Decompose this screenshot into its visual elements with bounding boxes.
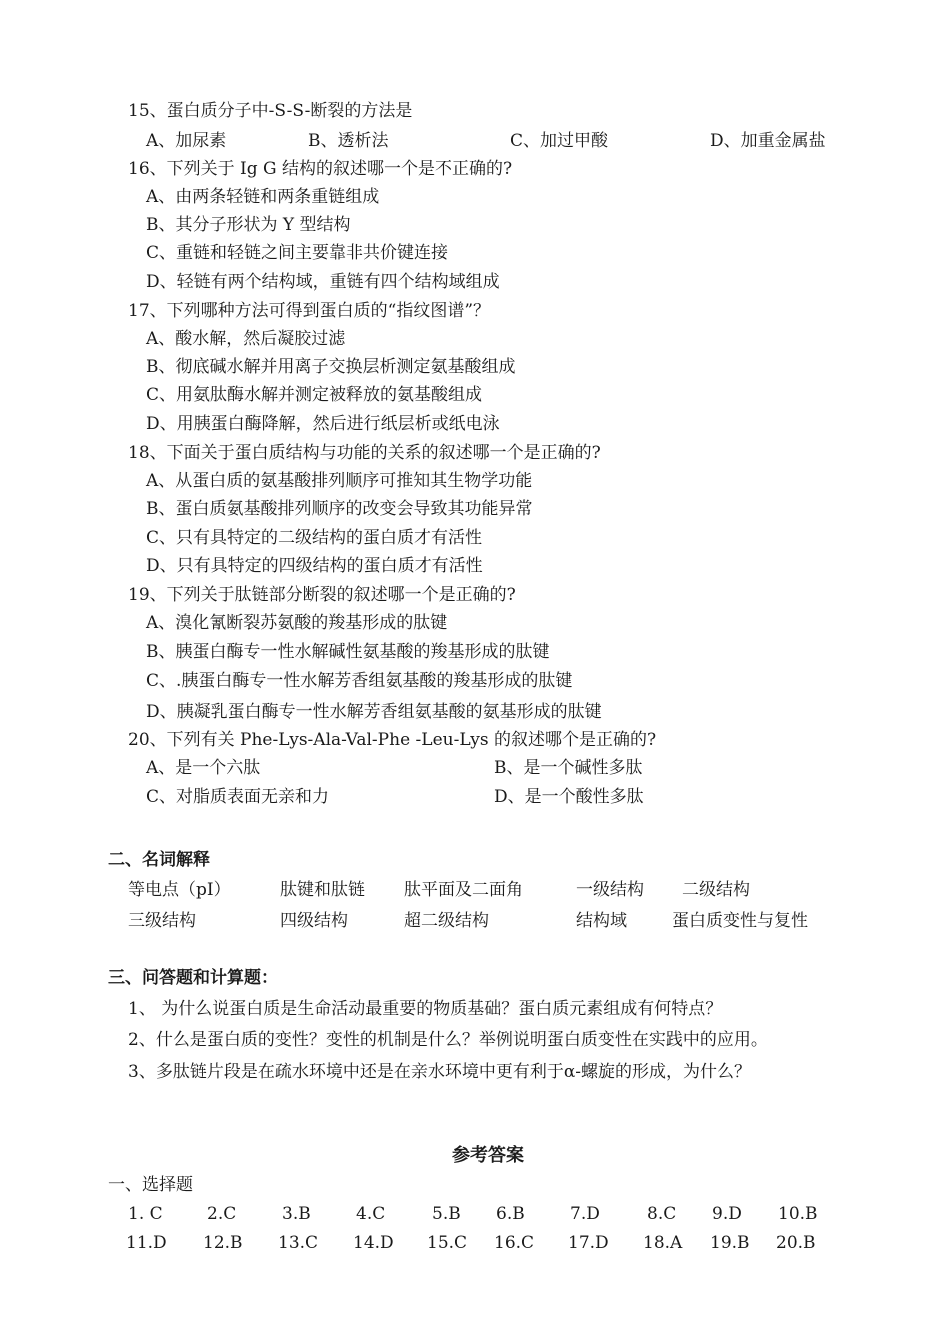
answer-item: 1. C	[128, 1204, 163, 1224]
answer-item: 4.C	[356, 1204, 386, 1224]
answers-section: 一、选择题	[108, 1175, 193, 1195]
q20-option-c: C、对脂质表面无亲和力	[146, 787, 330, 807]
q17-option-a: A、酸水解，然后凝胶过滤	[146, 329, 346, 349]
q15-option-a: A、加尿素	[146, 131, 227, 151]
q17-option-d: D、用胰蛋白酶降解，然后进行纸层析或纸电泳	[146, 414, 500, 434]
answer-item: 13.C	[278, 1233, 319, 1253]
term-item: 肽平面及二面角	[404, 880, 523, 900]
answer-item: 5.B	[432, 1204, 461, 1224]
term-item: 三级结构	[128, 911, 196, 931]
answer-item: 14.D	[353, 1233, 394, 1253]
answer-item: 2.C	[207, 1204, 237, 1224]
q20-option-d: D、是一个酸性多肽	[494, 787, 644, 807]
q15-option-c: C、加过甲酸	[510, 131, 609, 151]
term-item: 肽键和肽链	[280, 880, 365, 900]
answer-item: 8.C	[647, 1204, 677, 1224]
q16-option-c: C、重链和轻链之间主要靠非共价键连接	[146, 243, 449, 263]
answer-item: 15.C	[427, 1233, 468, 1253]
q15-option-b: B、透析法	[308, 131, 389, 151]
term-item: 一级结构	[576, 880, 644, 900]
answer-item: 12.B	[203, 1233, 243, 1253]
qa-heading: 三、问答题和计算题：	[108, 968, 278, 988]
answer-item: 17.D	[568, 1233, 609, 1253]
q16-option-d: D、轻链有两个结构域，重链有四个结构域组成	[146, 272, 500, 292]
qa-item-1: 1、 为什么说蛋白质是生命活动最重要的物质基础？蛋白质元素组成有何特点？	[128, 999, 723, 1019]
q16-option-b: B、其分子形状为 Y 型结构	[146, 215, 351, 235]
term-item: 四级结构	[280, 911, 348, 931]
question-18-stem: 18、下面关于蛋白质结构与功能的关系的叙述哪一个是正确的?	[128, 443, 601, 463]
term-item: 结构域	[576, 911, 627, 931]
answer-item: 11.D	[126, 1233, 167, 1253]
q18-option-d: D、只有具特定的四级结构的蛋白质才有活性	[146, 556, 483, 576]
answer-item: 16.C	[494, 1233, 535, 1253]
answer-item: 10.B	[778, 1204, 818, 1224]
q20-option-a: A、是一个六肽	[146, 758, 261, 778]
answer-item: 20.B	[776, 1233, 816, 1253]
answer-item: 18.A	[643, 1233, 683, 1253]
question-15-stem: 15、蛋白质分子中-S-S-断裂的方法是	[128, 101, 413, 121]
term-item: 等电点（pI）	[128, 880, 231, 900]
term-item: 二级结构	[682, 880, 750, 900]
question-20-stem: 20、下列有关 Phe-Lys-Ala-Val-Phe -Leu-Lys 的叙述哪个是正确的?	[128, 730, 657, 750]
answer-item: 6.B	[496, 1204, 525, 1224]
q19-option-d: D、胰凝乳蛋白酶专一性水解芳香组氨基酸的氨基形成的肽键	[146, 702, 602, 722]
qa-item-3: 3、多肽链片段是在疏水环境中还是在亲水环境中更有利于α-螺旋的形成，为什么？	[128, 1062, 752, 1082]
answer-item: 9.D	[712, 1204, 742, 1224]
q19-option-a: A、溴化氰断裂苏氨酸的羧基形成的肽键	[146, 613, 448, 633]
answers-title: 参考答案	[452, 1145, 524, 1166]
question-19-stem: 19、下列关于肽链部分断裂的叙述哪一个是正确的?	[128, 585, 516, 605]
q15-option-d: D、加重金属盐	[710, 131, 826, 151]
terms-heading: 二、名词解释	[108, 850, 210, 870]
q19-option-c: C、.胰蛋白酶专一性水解芳香组氨基酸的羧基形成的肽键	[146, 671, 573, 691]
q17-option-c: C、用氨肽酶水解并测定被释放的氨基酸组成	[146, 385, 483, 405]
qa-item-2: 2、什么是蛋白质的变性？变性的机制是什么？举例说明蛋白质变性在实践中的应用。	[128, 1030, 768, 1050]
term-item: 超二级结构	[404, 911, 489, 931]
answer-item: 7.D	[570, 1204, 600, 1224]
q17-option-b: B、彻底碱水解并用离子交换层析测定氨基酸组成	[146, 357, 516, 377]
answer-item: 19.B	[710, 1233, 750, 1253]
q19-option-b: B、胰蛋白酶专一性水解碱性氨基酸的羧基形成的肽键	[146, 642, 550, 662]
q18-option-a: A、从蛋白质的氨基酸排列顺序可推知其生物学功能	[146, 471, 533, 491]
q20-option-b: B、是一个碱性多肽	[494, 758, 643, 778]
q16-option-a: A、由两条轻链和两条重链组成	[146, 187, 380, 207]
term-item: 蛋白质变性与复性	[672, 911, 808, 931]
answer-item: 3.B	[282, 1204, 311, 1224]
question-16-stem: 16、下列关于 Ig G 结构的叙述哪一个是不正确的?	[128, 159, 513, 179]
q18-option-c: C、只有具特定的二级结构的蛋白质才有活性	[146, 528, 483, 548]
q18-option-b: B、蛋白质氨基酸排列顺序的改变会导致其功能异常	[146, 499, 533, 519]
question-17-stem: 17、下列哪种方法可得到蛋白质的“指纹图谱”？	[128, 301, 491, 321]
